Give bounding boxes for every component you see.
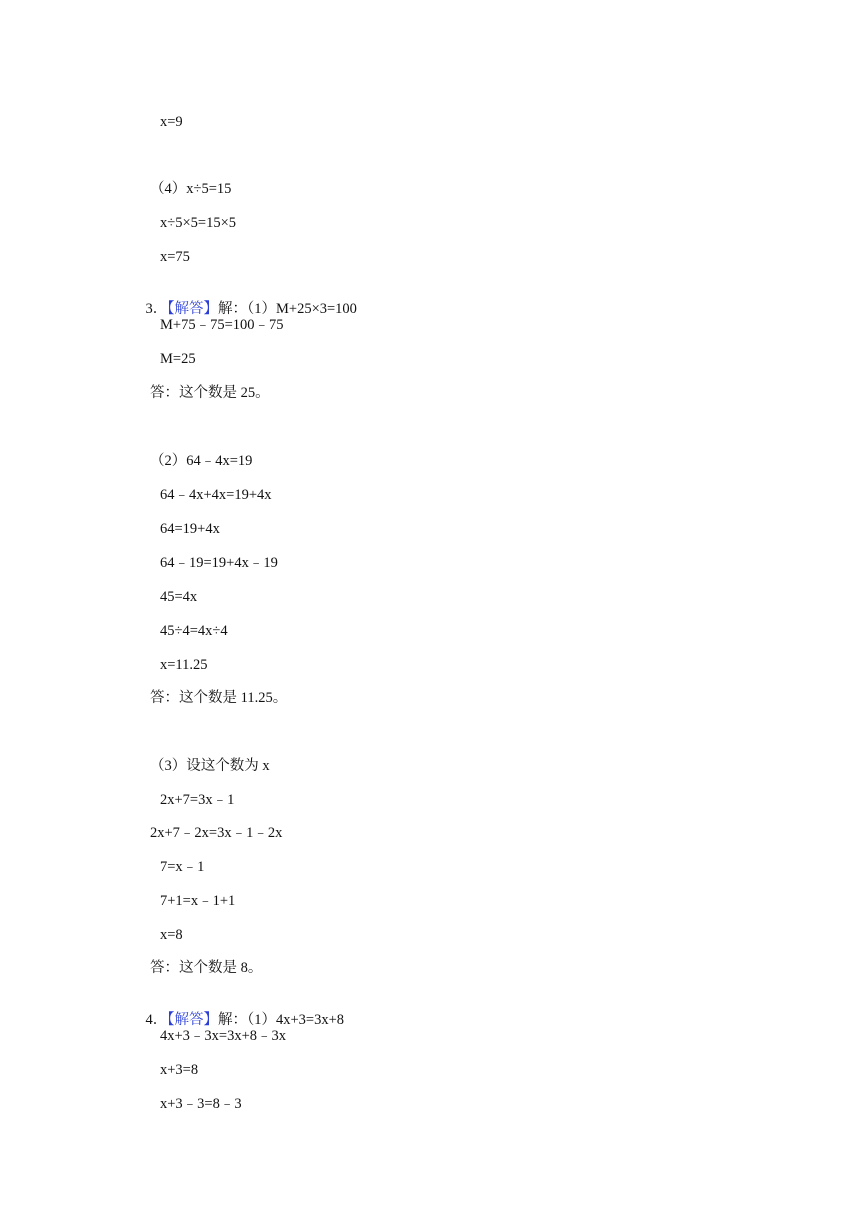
answer-tag: 【解答】 [167, 301, 218, 317]
question-number: 3． [145, 301, 168, 317]
subquestion-header: （2）64﹣4x=19 [150, 453, 253, 469]
subquestion-header: （4）x÷5=15 [150, 181, 232, 197]
equation-line: x+3=8 [160, 1062, 199, 1078]
equation-line: 2x+7=3x﹣1 [160, 792, 235, 808]
subquestion-header: （3）设这个数为 x [150, 758, 270, 774]
equation-line: 2x+7﹣2x=3x﹣1﹣2x [150, 825, 283, 841]
question-3-header [131, 282, 357, 317]
equation-line: x+3﹣3=8﹣3 [160, 1096, 242, 1112]
answer-line: 答：这个数是 8。 [150, 960, 263, 976]
equation-line: 64﹣4x+4x=19+4x [160, 487, 272, 503]
question-number: 4． [145, 1012, 168, 1028]
equation-line: M+75﹣75=100﹣75 [160, 317, 284, 333]
equation-line: x÷5×5=15×5 [160, 215, 236, 231]
equation-line: 4x+3﹣3x=3x+8﹣3x [160, 1028, 287, 1044]
question-4-header [131, 993, 345, 1028]
equation-line: x=11.25 [160, 657, 208, 673]
answer-line: 答：这个数是 11.25。 [150, 690, 288, 706]
equation-line: x=9 [160, 114, 183, 130]
equation-line: x=8 [160, 927, 183, 943]
equation-line: x=75 [160, 249, 190, 265]
equation-line: 64﹣19=19+4x﹣19 [160, 555, 278, 571]
equation-line: 45=4x [160, 589, 198, 605]
answer-tag: 【解答】 [167, 1012, 218, 1028]
equation-line: 7+1=x﹣1+1 [160, 893, 236, 909]
equation-line: 7=x﹣1 [160, 859, 205, 875]
equation-line: M=25 [160, 351, 196, 367]
answer-line: 答：这个数是 25。 [150, 385, 270, 401]
solution-start: 解：（1）4x+3=3x+8 [218, 1012, 345, 1028]
equation-line: 64=19+4x [160, 521, 220, 537]
equation-line: 45÷4=4x÷4 [160, 623, 228, 639]
solution-start: 解：（1）M+25×3=100 [218, 301, 357, 317]
